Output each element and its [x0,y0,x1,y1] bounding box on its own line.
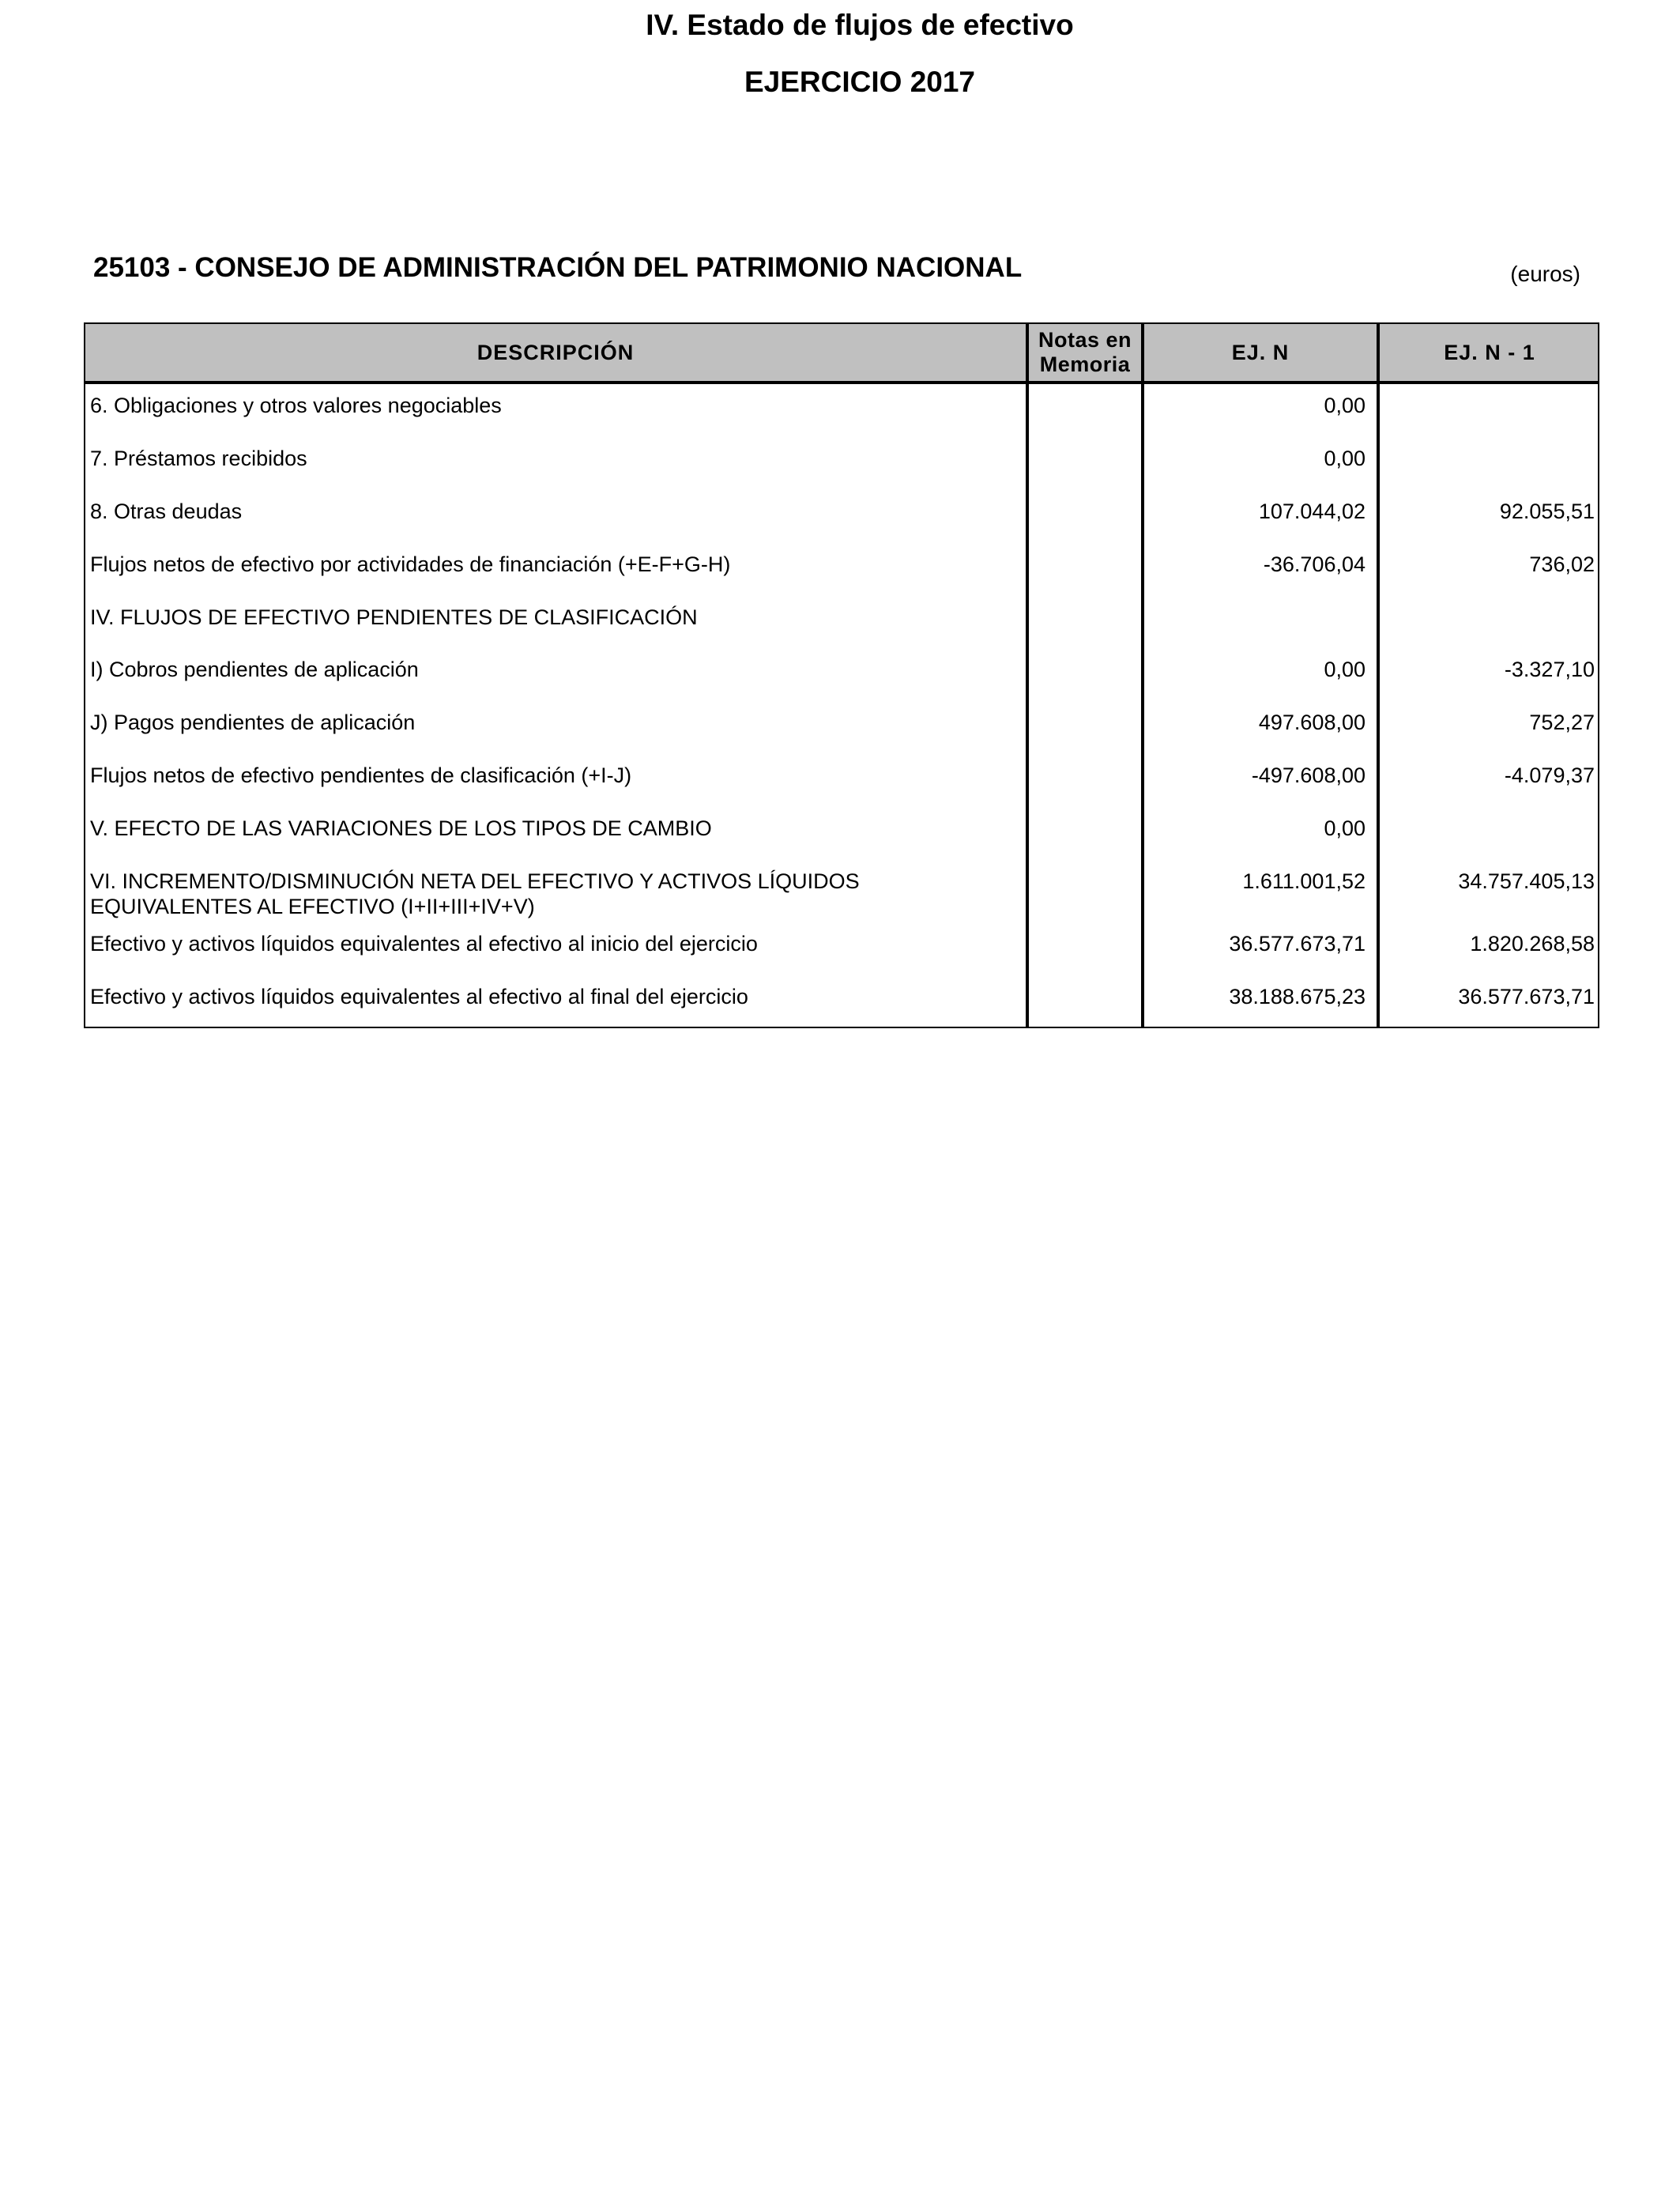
row-description-line2: EQUIVALENTES AL EFECTIVO (I+II+III+IV+V) [90,895,535,918]
row-ej-n-1: 752,27 [1529,711,1595,734]
row-ej-n-1: 92.055,51 [1499,499,1595,523]
row-ej-n: -497.608,00 [1251,763,1365,787]
row-ej-n: -36.706,04 [1263,552,1365,576]
header-ej-n-1: EJ. N - 1 [1444,340,1535,364]
row-description: Flujos netos de efectivo por actividades de financiación (+E-F+G-H) [90,552,731,576]
row-description: 7. Préstamos recibidos [90,447,307,470]
row-description: Flujos netos de efectivo pendientes de clasificación (+I-J) [90,763,632,787]
row-ej-n-1: -4.079,37 [1504,763,1595,787]
header-description: DESCRIPCIÓN [477,340,635,364]
row-description: 8. Otras deudas [90,499,243,523]
row-ej-n-1: -3.327,10 [1504,658,1595,681]
row-description: Efectivo y activos líquidos equivalentes al efectivo al final del ejercicio [90,985,748,1008]
row-ej-n-1: 34.757.405,13 [1458,869,1595,893]
header-ej-n: EJ. N [1231,340,1290,364]
units-label: (euros) [1510,262,1580,286]
header-notes [1029,324,1141,381]
table-header [85,324,1598,384]
page-title: IV. Estado de flujos de efectivo [646,9,1074,41]
row-description: J) Pagos pendientes de aplicación [90,711,416,734]
entity-heading: 25103 - CONSEJO DE ADMINISTRACIÓN DEL PATRIMONIO NACIONAL [93,252,1023,283]
row-description: Efectivo y activos líquidos equivalentes al efectivo al inicio del ejercicio [90,932,758,956]
column-divider [1026,324,1029,1027]
cash-flow-table [84,322,1599,1028]
row-ej-n: 107.044,02 [1258,499,1365,523]
row-ej-n: 38.188.675,23 [1229,985,1365,1008]
row-ej-n: 497.608,00 [1258,711,1365,734]
row-description: 6. Obligaciones y otros valores negociables [90,394,502,417]
row-ej-n: 0,00 [1324,394,1365,417]
row-description-line1: VI. INCREMENTO/DISMINUCIÓN NETA DEL EFECTIVO Y ACTIVOS LÍQUIDOS [90,869,860,893]
row-description [90,869,1015,919]
header-notes-line1: Notas en [1038,328,1132,352]
row-ej-n-1: 1.820.268,58 [1470,932,1595,956]
row-description: V. EFECTO DE LAS VARIACIONES DE LOS TIPOS DE CAMBIO [90,816,712,840]
row-ej-n-1: 36.577.673,71 [1458,985,1595,1008]
row-ej-n: 0,00 [1324,658,1365,681]
row-ej-n: 0,00 [1324,816,1365,840]
page-subtitle: EJERCICIO 2017 [744,66,976,98]
row-description: I) Cobros pendientes de aplicación [90,658,419,681]
row-ej-n: 1.611.001,52 [1242,869,1365,893]
row-ej-n: 36.577.673,71 [1229,932,1365,956]
row-ej-n: 0,00 [1324,447,1365,470]
header-notes-line2: Memoria [1039,352,1131,376]
row-description: IV. FLUJOS DE EFECTIVO PENDIENTES DE CLASIFICACIÓN [90,605,698,629]
row-ej-n-1: 736,02 [1529,552,1595,576]
